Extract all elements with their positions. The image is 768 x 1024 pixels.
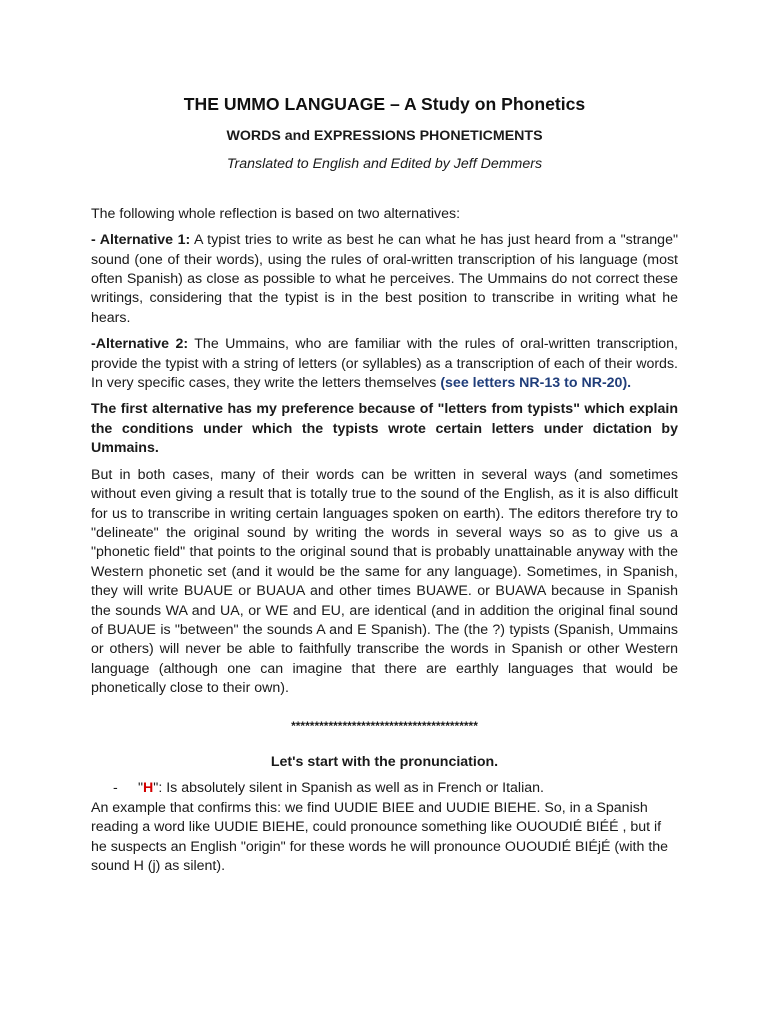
alternative-2-label: -Alternative 2: [91, 336, 189, 353]
example-paragraph: An example that confirms this: we find UUDIE BIEE and UUDIE BIEHE. So, in a Spanish reading a word like UUDIE BIEHE, could pronounce something like OUOUDIÉ BIÉÉ , but if he suspects an English "origin" for these words he will pronounce OUOUDIÉ BIÉjÉ (with the sound H (j) as silent). [91, 799, 669, 874]
page-subtitle: WORDS and EXPRESSIONS PHONETICMENTS [226, 128, 543, 144]
alternative-1-text: A typist tries to write as best he can what he has just heard from a "strange" sound (one of their words), using the rules of oral-written transcription of his language (most often Spanish) as close as possible to what he perceives. The Ummains do not correct these writings, considering that the typist is in the best position to transcribe in writing what he hears. [91, 232, 678, 326]
intro-paragraph: The following whole reflection is based on two alternatives: [91, 205, 461, 222]
list-item-text: ": Is absolutely silent in Spanish as well as in French or Italian. [153, 780, 544, 797]
document-page [91, 93, 678, 876]
alternative-1-label: - Alternative 1: [91, 232, 191, 249]
alternative-2-text: The Ummains, who are familiar with the rules of oral-written transcription, provide the typist with a string of letters (or syllables) as a transcription of each of their words. In very specific cases, they write the letters themselves [91, 336, 678, 392]
alternative-1-paragraph [91, 231, 678, 328]
letters-reference-link[interactable]: (see letters NR-13 to NR-20). [440, 375, 632, 392]
preference-paragraph: The first alternative has my preference because of "letters from typists" which explain the conditions under which the typists wrote certain letters under dictation by Ummains. [91, 401, 678, 457]
translator-byline: Translated to English and Edited by Jeff Demmers [226, 156, 543, 173]
section-separator: **************************************** [291, 718, 478, 733]
alternative-2-paragraph [91, 335, 678, 393]
list-open-quote: " [138, 780, 144, 797]
section-heading: Let's start with the pronunciation. [270, 753, 499, 770]
list-item [91, 779, 678, 798]
letter-h-highlight: H [143, 780, 154, 797]
body-paragraph: But in both cases, many of their words can be written in several ways (and sometimes without even giving a result that is totally true to the sound of the English, as it is also difficult for us to transcribe in writing certain languages spoken on earth). The editors therefore try to "delineate" the original sound by writing the words in several ways so as to give us a "phonetic field" that points to the original sound that is probably unattainable anyway with the Western phonetic set (and it would be the same for any language). Sometimes, in Spanish, they will write BUAUE or BUAUA and other times BUAWE. or BUAWA because in Spanish the sounds WA and UA, or WE and EU, are identical (and in addition the original final sound of BUAUE is "between" the sounds A and E Spanish). The (the ?) typists (Spanish, Ummains or others) will never be able to faithfully transcribe the words in Spanish or other Western language (although one can imagine that there are earthly languages that would be phonetically close to their own). [91, 466, 678, 697]
list-dash: - [113, 780, 118, 797]
page-title: THE UMMO LANGUAGE – A Study on Phonetics [183, 94, 586, 114]
